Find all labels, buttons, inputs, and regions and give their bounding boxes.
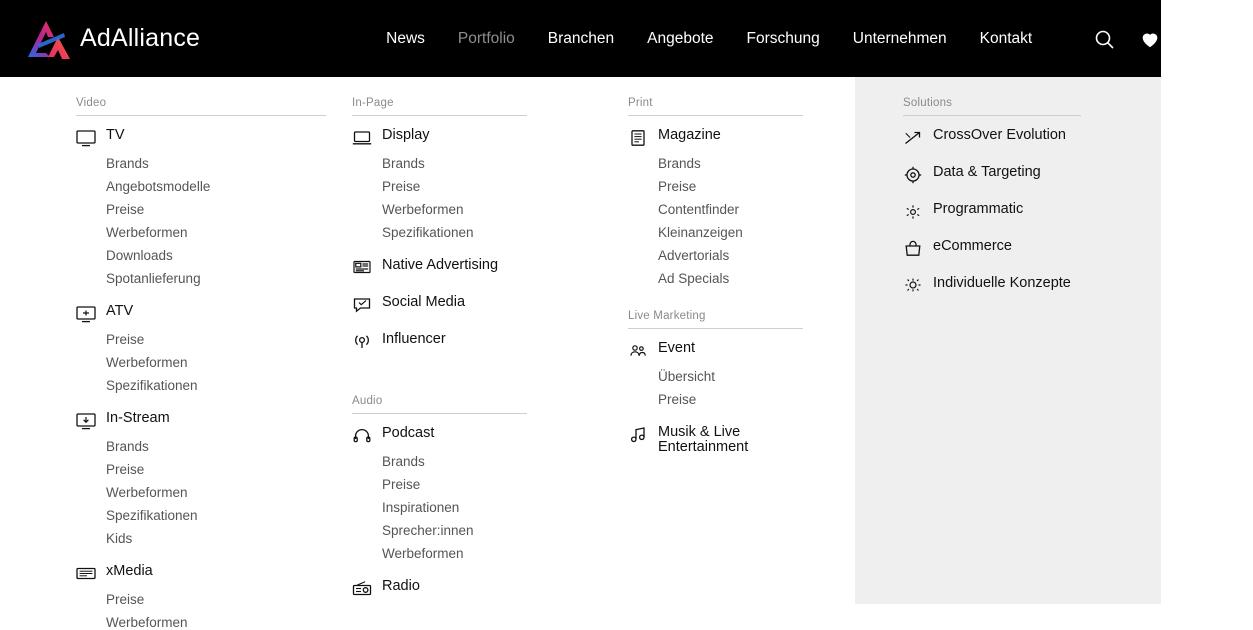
menu-entry-label: Podcast: [382, 425, 435, 441]
section-title-video: Video: [76, 97, 326, 116]
brand-logo[interactable]: [24, 17, 200, 61]
user-icon[interactable]: [1231, 28, 1253, 50]
menu-entry-individuelle-konzepte[interactable]: [903, 276, 1081, 297]
menu-entry-label: eCommerce: [933, 238, 1012, 254]
headphones-icon: [352, 427, 374, 447]
menu-entry-label: In-Stream: [106, 410, 170, 426]
submenu-item[interactable]: Werbeformen: [382, 546, 464, 561]
nav-item-forschung[interactable]: Forschung: [746, 29, 820, 47]
submenu-item[interactable]: Brands: [106, 439, 149, 454]
menu-entry-label: Musik & Live Entertainment: [658, 424, 749, 455]
menu-entry-magazine[interactable]: [628, 128, 803, 149]
menu-entry-label: Radio: [382, 578, 420, 594]
radio-icon: [352, 580, 374, 600]
main-nav: [386, 30, 1032, 48]
nav-item-kontakt[interactable]: Kontakt: [979, 29, 1033, 47]
menu-entry-label: Display: [382, 127, 430, 143]
nav-item-angebote[interactable]: Angebote: [647, 29, 714, 47]
menu-column-print: [628, 77, 803, 455]
crossover-arrow-icon: [903, 129, 925, 149]
menu-entry-display[interactable]: [352, 128, 527, 149]
submenu-item[interactable]: Spezifikationen: [382, 225, 474, 240]
submenu-item[interactable]: Brands: [382, 156, 425, 171]
section-title-inpage: In-Page: [352, 97, 527, 116]
brand-name: AdAlliance: [80, 24, 201, 52]
menu-entry-crossover-evolution[interactable]: [903, 128, 1081, 149]
submenu-item[interactable]: Werbeformen: [106, 615, 188, 630]
menu-entry-data-targeting[interactable]: [903, 165, 1081, 186]
nav-item-portfolio[interactable]: Portfolio: [457, 29, 515, 47]
nav-item-branchen[interactable]: Branchen: [547, 29, 615, 47]
submenu-item[interactable]: Spezifikationen: [106, 378, 198, 393]
menu-entry-label: Individuelle Konzepte: [933, 275, 1071, 291]
mail-icon[interactable]: [1185, 28, 1207, 50]
menu-entry-label: Social Media: [382, 294, 466, 310]
menu-entry-label: CrossOver Evolution: [933, 127, 1066, 143]
submenu-item[interactable]: Brands: [106, 156, 149, 171]
section-title-live-marketing: Live Marketing: [628, 310, 803, 329]
xmedia-icon: [76, 565, 98, 585]
adalliance-logo-icon: [24, 17, 72, 61]
submenu-item[interactable]: Kids: [106, 531, 133, 546]
menu-entry-programmatic[interactable]: [903, 202, 1081, 223]
music-note-icon: [628, 426, 650, 446]
menu-entry-label: Influencer: [382, 331, 446, 347]
submenu-item[interactable]: Preise: [382, 179, 421, 194]
submenu-item[interactable]: Preise: [382, 477, 421, 492]
menu-column-inpage: [352, 77, 527, 600]
section-title-print: Print: [628, 97, 803, 116]
portfolio-mega-menu: [0, 77, 1161, 630]
submenu-item[interactable]: Übersicht: [658, 369, 716, 384]
submenu-item[interactable]: Brands: [658, 156, 701, 171]
nav-item-news[interactable]: News: [386, 29, 425, 47]
menu-entry-musik-live-entertainment[interactable]: [628, 425, 803, 455]
menu-entry-label: TV: [106, 127, 125, 143]
submenu-item[interactable]: Advertorials: [658, 248, 730, 263]
nav-item-unternehmen[interactable]: Unternehmen: [852, 29, 947, 47]
event-people-icon: [628, 342, 650, 362]
submenu-item[interactable]: Werbeformen: [382, 202, 464, 217]
submenu-item[interactable]: Ad Specials: [658, 271, 730, 286]
heart-icon[interactable]: [1139, 28, 1161, 50]
submenu-item[interactable]: Werbeformen: [106, 225, 188, 240]
menu-column-video: [76, 77, 326, 630]
menu-entry-radio[interactable]: [352, 579, 527, 600]
influencer-icon: [352, 333, 374, 353]
section-title-solutions: Solutions: [903, 97, 1081, 116]
menu-entry-label: Programmatic: [933, 201, 1024, 217]
submenu-item[interactable]: Contentfinder: [658, 202, 740, 217]
submenu-item[interactable]: Spezifikationen: [106, 508, 198, 523]
submenu-item[interactable]: Sprecher:innen: [382, 523, 474, 538]
ecommerce-bag-icon: [903, 240, 925, 260]
section-title-audio: Audio: [352, 395, 527, 414]
menu-column-solutions: [903, 77, 1081, 297]
submenu-item[interactable]: Preise: [106, 592, 145, 607]
submenu-item[interactable]: Kleinanzeigen: [658, 225, 743, 240]
submenu-item[interactable]: Spotanlieferung: [106, 271, 201, 286]
menu-entry-native-advertising[interactable]: [352, 258, 527, 279]
instream-icon: [76, 412, 98, 432]
native-advertising-icon: [352, 259, 374, 279]
submenu-item[interactable]: Preise: [658, 392, 697, 407]
menu-entry-label: Data & Targeting: [933, 164, 1041, 180]
site-header: [0, 0, 1161, 77]
submenu-item[interactable]: Brands: [382, 454, 425, 469]
magazine-icon: [628, 129, 650, 149]
submenu-item[interactable]: Preise: [658, 179, 697, 194]
menu-entry-label: Event: [658, 340, 696, 356]
submenu-item[interactable]: Preise: [106, 202, 145, 217]
submenu-item[interactable]: Werbeformen: [106, 485, 188, 500]
social-media-icon: [352, 296, 374, 316]
submenu-item[interactable]: Preise: [106, 332, 145, 347]
menu-entry-xmedia[interactable]: [76, 564, 326, 585]
header-icon-group: [1093, 28, 1253, 50]
monitor-icon: [76, 129, 98, 149]
menu-entry-podcast[interactable]: [352, 426, 527, 447]
search-icon[interactable]: [1093, 28, 1115, 50]
submenu-item[interactable]: Inspirationen: [382, 500, 460, 515]
menu-entry-influencer[interactable]: [352, 332, 527, 353]
atv-screen-icon: [76, 305, 98, 325]
menu-entry-label: ATV: [106, 303, 134, 319]
submenu-item[interactable]: Preise: [106, 462, 145, 477]
target-icon: [903, 166, 925, 186]
menu-entry-atv[interactable]: [76, 304, 326, 325]
concept-bulb-icon: [903, 277, 925, 297]
menu-entry-label: Native Advertising: [382, 257, 499, 273]
menu-entry-event[interactable]: [628, 341, 803, 362]
laptop-icon: [352, 129, 374, 149]
menu-entry-social-media[interactable]: [352, 295, 527, 316]
submenu-item[interactable]: Downloads: [106, 248, 173, 263]
submenu-item[interactable]: Werbeformen: [106, 355, 188, 370]
menu-entry-label: xMedia: [106, 563, 153, 579]
menu-entry-label: Magazine: [658, 127, 721, 143]
menu-entry-ecommerce[interactable]: [903, 239, 1081, 260]
menu-entry-in-stream[interactable]: [76, 411, 326, 432]
programmatic-icon: [903, 203, 925, 223]
menu-entry-tv[interactable]: [76, 128, 326, 149]
submenu-item[interactable]: Angebotsmodelle: [106, 179, 211, 194]
